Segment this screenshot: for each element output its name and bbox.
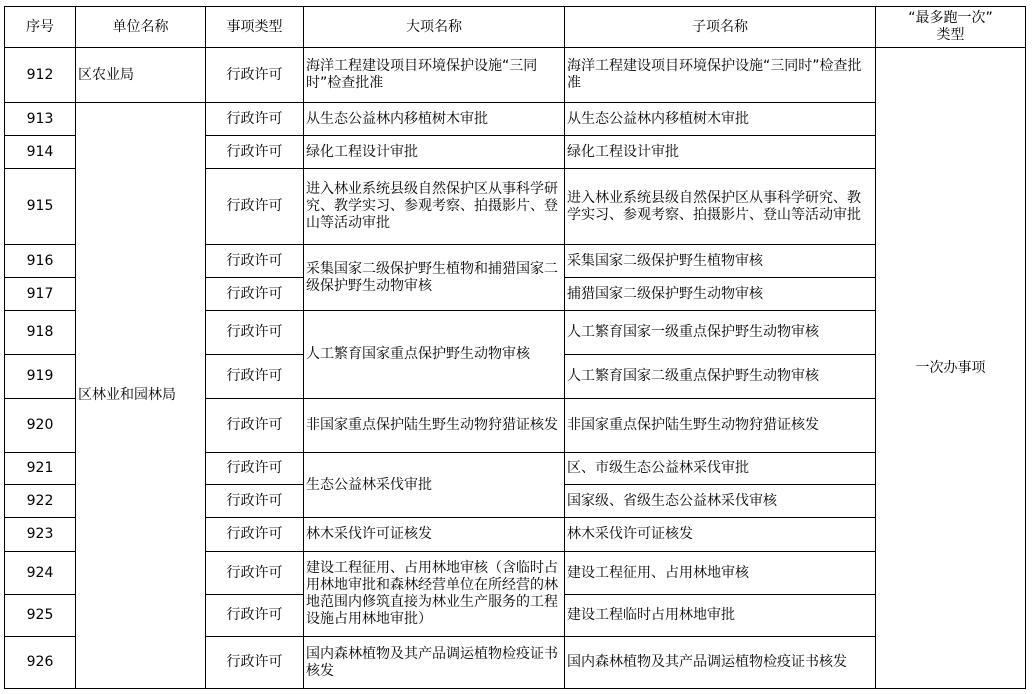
seq-cell: 923 [5, 518, 76, 552]
major-cell: 海洋工程建设项目环境保护设施“三同时”检查批准 [304, 48, 565, 103]
seq-cell: 920 [5, 399, 76, 453]
major-cell: 采集国家二级保护野生植物和捕猎国家二级保护野生动物审核 [304, 245, 565, 311]
sub-cell: 人工繁育国家一级重点保护野生动物审核 [565, 311, 876, 355]
sub-cell: 区、市级生态公益林采伐审批 [565, 453, 876, 485]
type-cell: 行政许可 [206, 48, 304, 103]
seq-cell: 919 [5, 355, 76, 399]
sub-cell: 建设工程临时占用林地审批 [565, 595, 876, 637]
type-cell: 行政许可 [206, 355, 304, 399]
header-type: 事项类型 [206, 7, 304, 48]
major-cell: 国内森林植物及其产品调运植物检疫证书核发 [304, 637, 565, 689]
seq-cell: 916 [5, 245, 76, 278]
seq-cell: 914 [5, 136, 76, 169]
type-cell: 行政许可 [206, 311, 304, 355]
major-cell: 林木采伐许可证核发 [304, 518, 565, 552]
major-cell: 绿化工程设计审批 [304, 136, 565, 169]
seq-cell: 918 [5, 311, 76, 355]
sub-cell: 建设工程征用、占用林地审核 [565, 552, 876, 595]
seq-cell: 917 [5, 278, 76, 311]
major-cell: 从生态公益林内移植树木审批 [304, 103, 565, 136]
type-cell: 行政许可 [206, 552, 304, 595]
table-row [5, 103, 1026, 136]
major-cell: 进入林业系统县级自然保护区从事科学研究、教学实习、参观考察、拍摄影片、登山等活动审批 [304, 169, 565, 245]
type-cell: 行政许可 [206, 169, 304, 245]
type-cell: 行政许可 [206, 136, 304, 169]
seq-cell: 913 [5, 103, 76, 136]
seq-cell: 912 [5, 48, 76, 103]
unit-cell: 区农业局 [76, 48, 206, 103]
sub-cell: 国内森林植物及其产品调运植物检疫证书核发 [565, 637, 876, 689]
major-cell: 人工繁育国家重点保护野生动物审核 [304, 311, 565, 399]
header-run-line1: “最多跑一次” [908, 10, 993, 26]
seq-cell: 926 [5, 637, 76, 689]
header-run [876, 7, 1026, 48]
run-type-cell: 一次办事项 [876, 48, 1026, 689]
sub-cell: 捕猎国家二级保护野生动物审核 [565, 278, 876, 311]
items-table [4, 6, 1026, 689]
sub-cell: 国家级、省级生态公益林采伐审核 [565, 485, 876, 518]
unit-cell: 区林业和园林局 [76, 103, 206, 689]
seq-cell: 925 [5, 595, 76, 637]
type-cell: 行政许可 [206, 245, 304, 278]
sub-cell: 绿化工程设计审批 [565, 136, 876, 169]
sub-cell: 采集国家二级保护野生植物审核 [565, 245, 876, 278]
header-row [5, 7, 1026, 48]
seq-cell: 924 [5, 552, 76, 595]
type-cell: 行政许可 [206, 399, 304, 453]
sub-cell: 林木采伐许可证核发 [565, 518, 876, 552]
type-cell: 行政许可 [206, 595, 304, 637]
major-cell: 非国家重点保护陆生野生动物狩猎证核发 [304, 399, 565, 453]
header-major: 大项名称 [304, 7, 565, 48]
type-cell: 行政许可 [206, 453, 304, 485]
sub-cell: 进入林业系统县级自然保护区从事科学研究、教学实习、参观考察、拍摄影片、登山等活动审批 [565, 169, 876, 245]
type-cell: 行政许可 [206, 518, 304, 552]
type-cell: 行政许可 [206, 278, 304, 311]
header-sub: 子项名称 [565, 7, 876, 48]
header-run-line2: 类型 [936, 27, 965, 43]
seq-cell: 915 [5, 169, 76, 245]
sub-cell: 非国家重点保护陆生野生动物狩猎证核发 [565, 399, 876, 453]
table-row [5, 48, 1026, 103]
type-cell: 行政许可 [206, 637, 304, 689]
seq-cell: 922 [5, 485, 76, 518]
sub-cell: 从生态公益林内移植树木审批 [565, 103, 876, 136]
header-seq: 序号 [5, 7, 76, 48]
sub-cell: 人工繁育国家二级重点保护野生动物审核 [565, 355, 876, 399]
header-unit: 单位名称 [76, 7, 206, 48]
seq-cell: 921 [5, 453, 76, 485]
sub-cell: 海洋工程建设项目环境保护设施“三同时”检查批准 [565, 48, 876, 103]
major-cell: 建设工程征用、占用林地审核（含临时占用林地审批和森林经营单位在所经营的林地范围内修筑直接为林业生产服务的工程设施占用林地审批） [304, 552, 565, 637]
type-cell: 行政许可 [206, 103, 304, 136]
type-cell: 行政许可 [206, 485, 304, 518]
major-cell: 生态公益林采伐审批 [304, 453, 565, 518]
